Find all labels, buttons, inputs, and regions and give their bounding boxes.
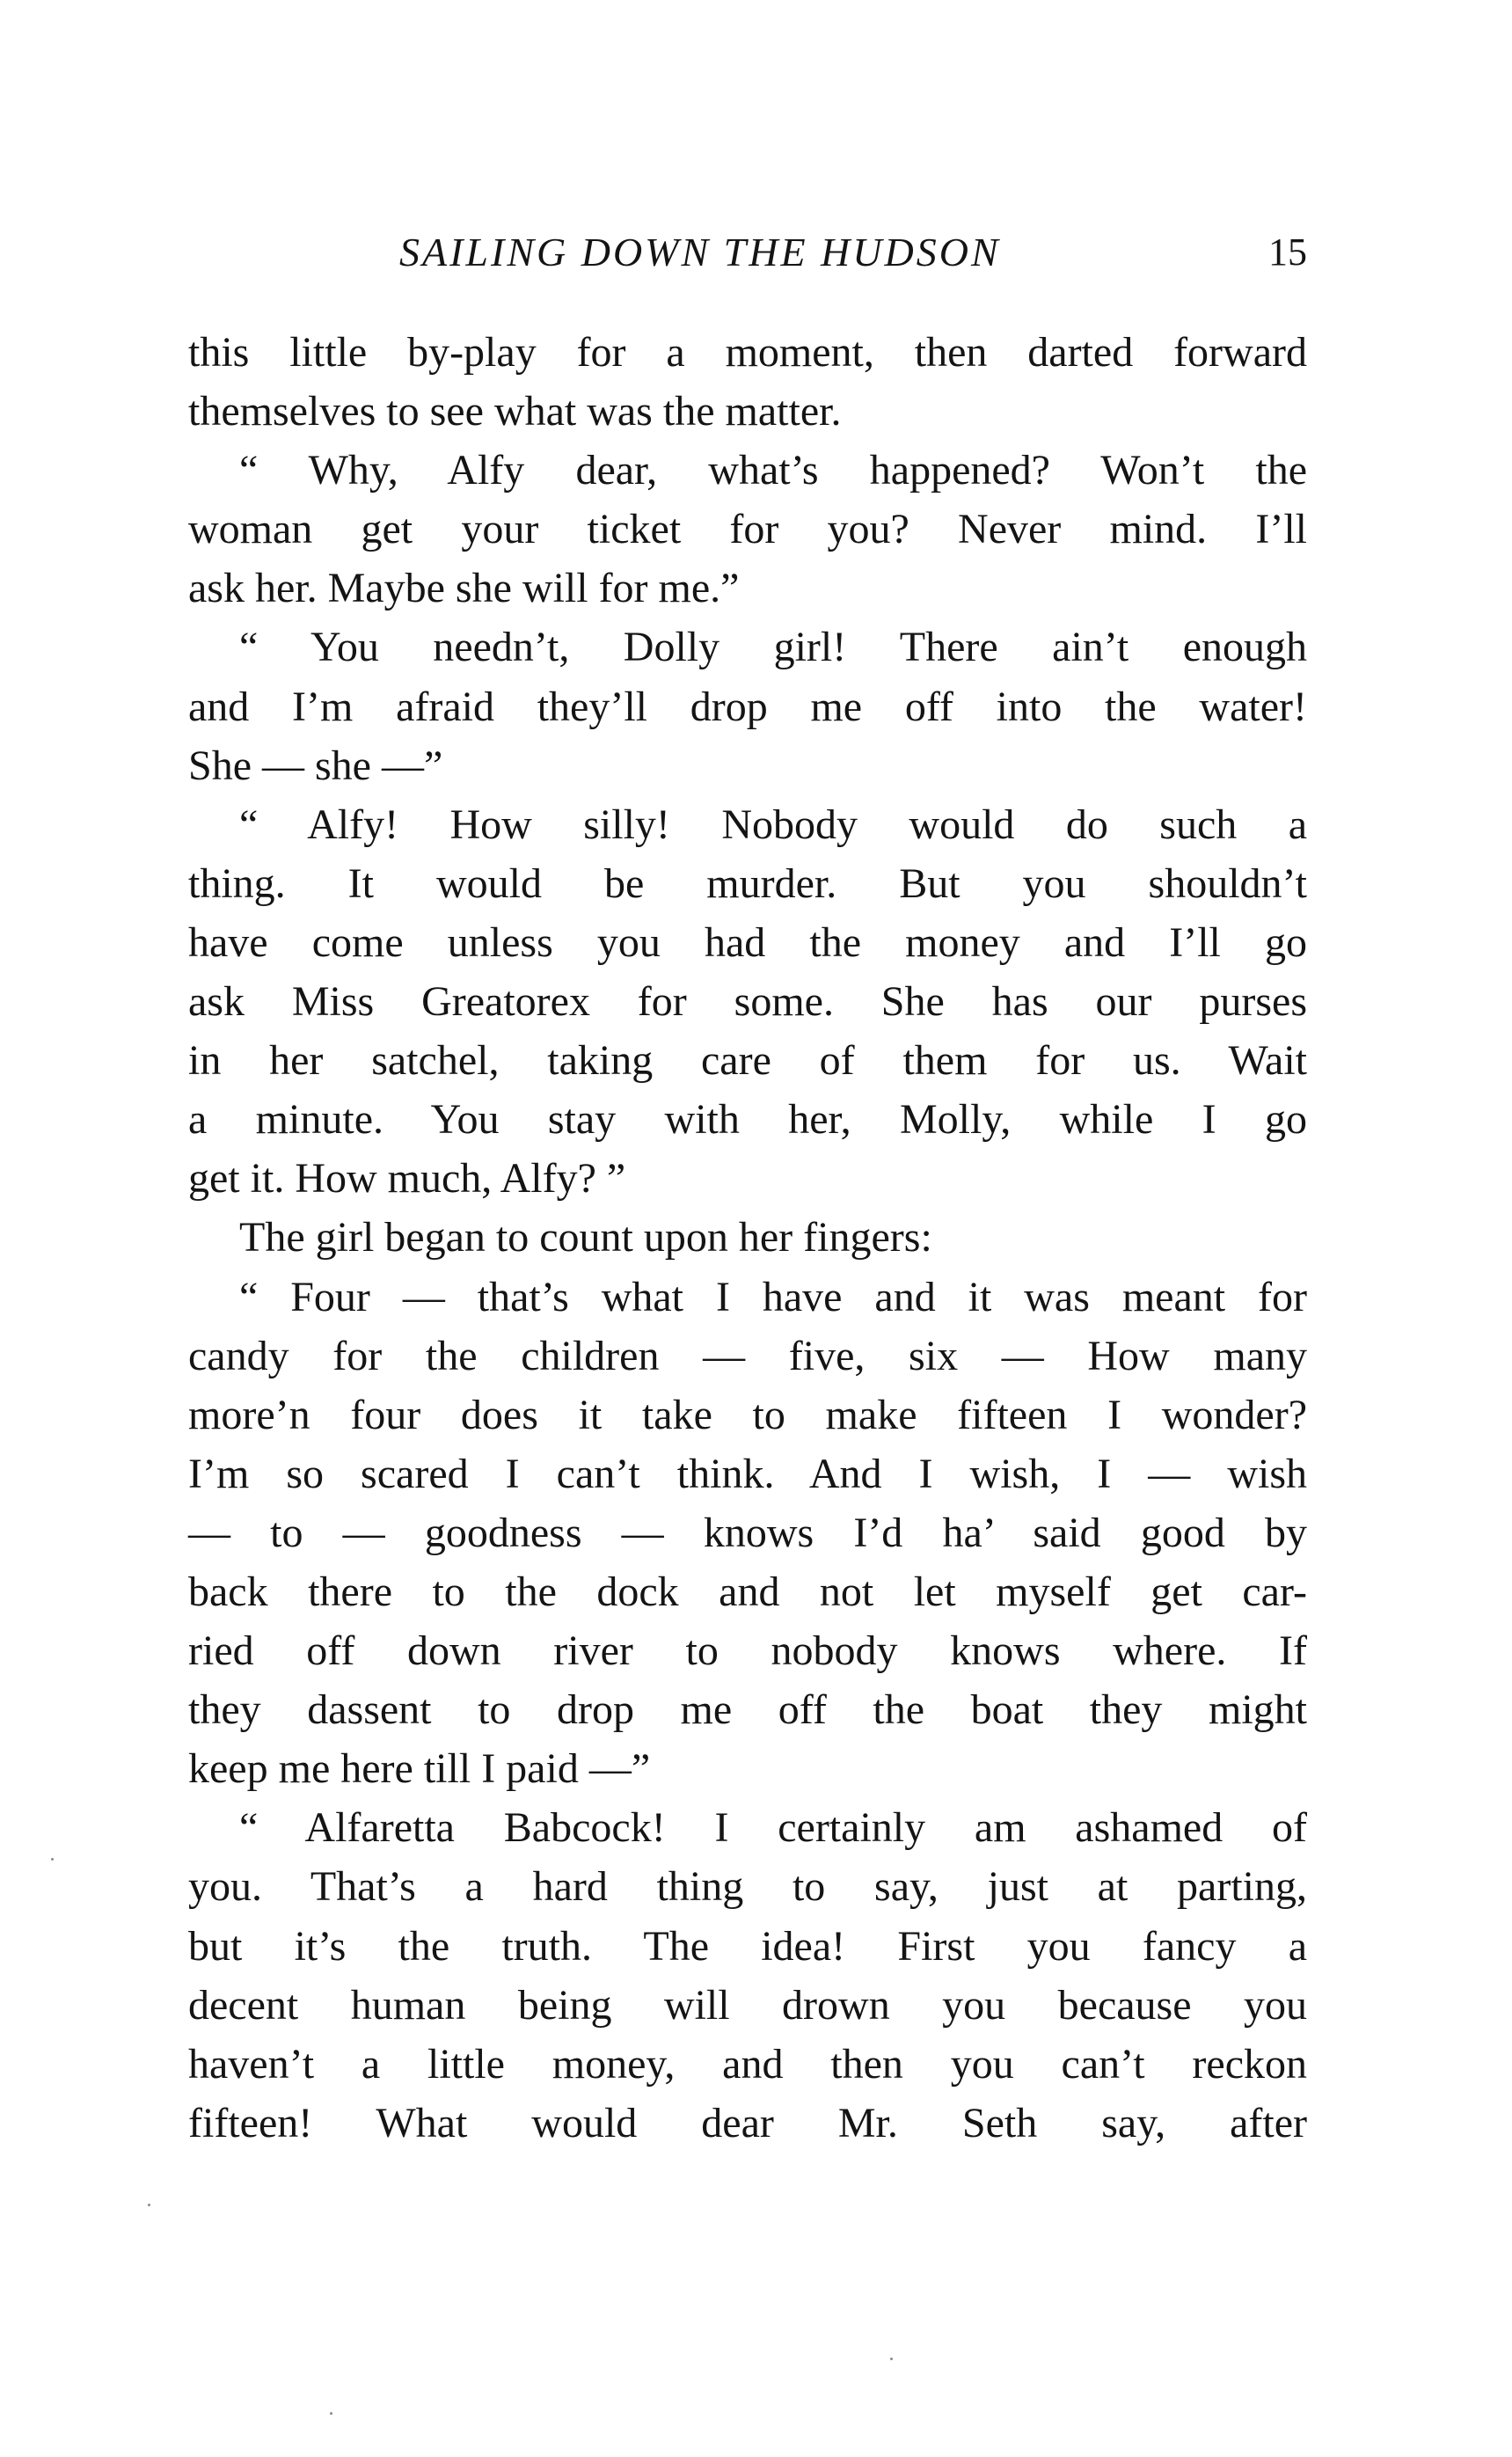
running-head	[188, 222, 1307, 283]
text-line: get it. How much, Alfy? ”	[188, 1155, 626, 1203]
text-line: this little by-play for a moment, then darted forward	[188, 329, 1307, 376]
text-line: The girl began to count upon her fingers:	[239, 1214, 932, 1261]
text-line: She — she —”	[188, 742, 443, 789]
text-line: candy for the children — five, six — How many	[188, 1332, 1307, 1379]
paper-speck	[330, 2412, 332, 2415]
text-line: “ Alfaretta Babcock! I certainly am ashamed of	[239, 1804, 1307, 1852]
text-line: “ Why, Alfy dear, what’s happened? Won’t the	[239, 447, 1307, 494]
text-line: and I’m afraid they’ll drop me off into the water!	[188, 683, 1307, 730]
text-line: ask her. Maybe she will for me.”	[188, 565, 740, 612]
text-line: you. That’s a hard thing to say, just at parting,	[188, 1863, 1307, 1911]
text-line: “ You needn’t, Dolly girl! There ain’t enough	[239, 624, 1307, 671]
text-line: “ Alfy! How silly! Nobody would do such a	[239, 801, 1307, 848]
text-line: fifteen! What would dear Mr. Seth say, after	[188, 2099, 1307, 2146]
text-line: in her satchel, taking care of them for us. Wait	[188, 1037, 1307, 1085]
text-line: but it’s the truth. The idea! First you fancy a	[188, 1922, 1307, 1970]
text-line: thing. It would be murder. But you shouldn’t	[188, 859, 1307, 907]
text-line: keep me here till I paid —”	[188, 1745, 651, 1793]
text-line: themselves to see what was the matter.	[188, 388, 842, 435]
paper-speck	[148, 2204, 150, 2206]
body-text	[188, 323, 1307, 2153]
text-line: I’m so scared I can’t think. And I wish, I — wish	[188, 1450, 1307, 1497]
text-line: — to — goodness — knows I’d ha’ said good by	[188, 1509, 1307, 1556]
text-line: back there to the dock and not let myself get car-	[188, 1568, 1307, 1615]
text-line: “ Four — that’s what I have and it was meant for	[239, 1273, 1307, 1320]
running-title: SAILING DOWN THE HUDSON	[399, 230, 1001, 274]
text-line: ried off down river to nobody knows where. If	[188, 1627, 1307, 1675]
paper-speck	[890, 2358, 893, 2360]
text-line: more’n four does it take to make fifteen I wonder?	[188, 1391, 1307, 1438]
paper-speck	[51, 1858, 54, 1861]
text-line: ask Miss Greatorex for some. She has our purses	[188, 978, 1307, 1026]
text-line: they dassent to drop me off the boat they might	[188, 1686, 1307, 1734]
text-line: haven’t a little money, and then you can’t reckon	[188, 2040, 1307, 2088]
text-line: woman get your ticket for you? Never mind. I’ll	[188, 506, 1307, 553]
text-line: have come unless you had the money and I’ll go	[188, 918, 1307, 966]
text-line: decent human being will drown you because you	[188, 1981, 1307, 2029]
page-number: 15	[1268, 230, 1307, 274]
text-line: a minute. You stay with her, Molly, while I go	[188, 1096, 1307, 1144]
